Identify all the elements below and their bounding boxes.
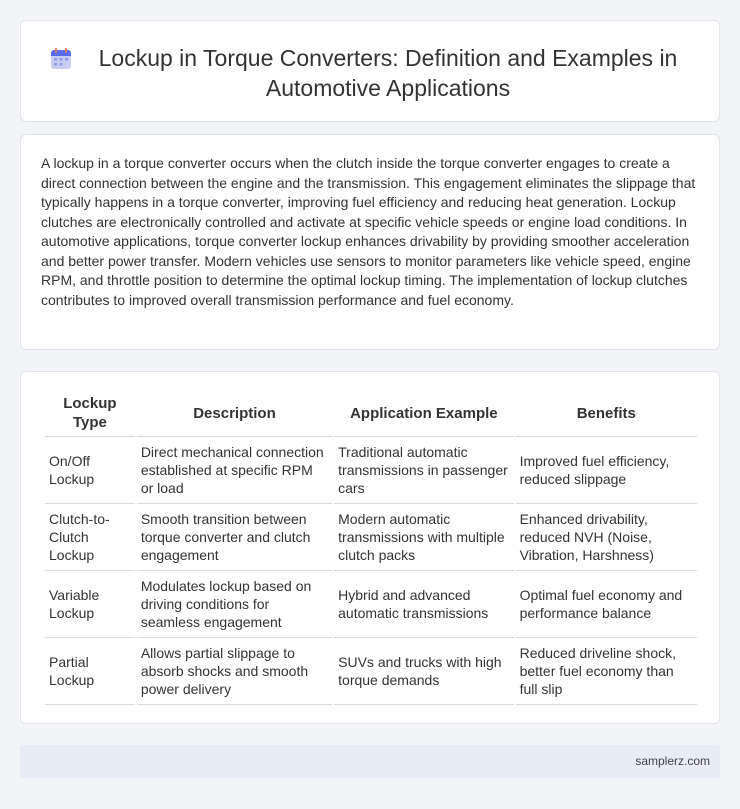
footer — [20, 745, 720, 778]
header-benefits: Benefits — [516, 390, 697, 437]
cell-description: Smooth transition between torque converter and clutch engagement — [137, 504, 332, 571]
header-description: Description — [137, 390, 332, 437]
cell-benefits: Improved fuel efficiency, reduced slippage — [516, 437, 697, 504]
title-card — [20, 20, 720, 122]
table-header-row — [45, 390, 697, 437]
cell-lockup-type: On/Off Lockup — [45, 437, 135, 504]
cell-benefits: Reduced driveline shock, better fuel economy than full slip — [516, 638, 697, 705]
table-row — [45, 437, 697, 504]
cell-application: SUVs and trucks with high torque demands — [334, 638, 513, 705]
page-title: Lockup in Torque Converters: Definition and Examples in Automotive Applications — [98, 45, 678, 101]
cell-lockup-type: Clutch-to-Clutch Lockup — [45, 504, 135, 571]
table-card — [20, 371, 720, 724]
cell-benefits: Optimal fuel economy and performance balance — [516, 571, 697, 638]
cell-lockup-type: Partial Lockup — [45, 638, 135, 705]
table-row — [45, 638, 697, 705]
cell-description: Direct mechanical connection established at specific RPM or load — [137, 437, 332, 504]
footer-site[interactable]: samplerz.com — [635, 754, 710, 768]
intro-card — [20, 134, 720, 350]
cell-application: Traditional automatic transmissions in passenger cars — [334, 437, 513, 504]
header-lockup-type: Lockup Type — [45, 390, 135, 437]
header-application-example: Application Example — [334, 390, 513, 437]
table-row — [45, 571, 697, 638]
cell-description: Modulates lockup based on driving conditions for seamless engagement — [137, 571, 332, 638]
cell-application: Modern automatic transmissions with multiple clutch packs — [334, 504, 513, 571]
cell-description: Allows partial slippage to absorb shocks and smooth power delivery — [137, 638, 332, 705]
cell-application: Hybrid and advanced automatic transmissions — [334, 571, 513, 638]
lockup-table — [43, 390, 699, 705]
cell-lockup-type: Variable Lockup — [45, 571, 135, 638]
table-row — [45, 504, 697, 571]
intro-paragraph: A lockup in a torque converter occurs when the clutch inside the torque converter engages to create a direct connection between the engine and the transmission. This engagement eliminates the slippage that typically happens in a torque converter, improving fuel efficiency and reducing heat generation. Lockup clutches are electronically controlled and activate at specific vehicle speeds or engine load conditions. In automotive applications, torque converter lockup enhances drivability by providing smoother acceleration and better power transfer. Modern vehicles use sensors to monitor parameters like vehicle speed, engine RPM, and throttle position to determine the optimal lockup timing. The implementation of lockup clutches contributes to improved overall transmission performance and fuel economy. — [41, 155, 696, 308]
cell-benefits: Enhanced drivability, reduced NVH (Noise, Vibration, Harshness) — [516, 504, 697, 571]
